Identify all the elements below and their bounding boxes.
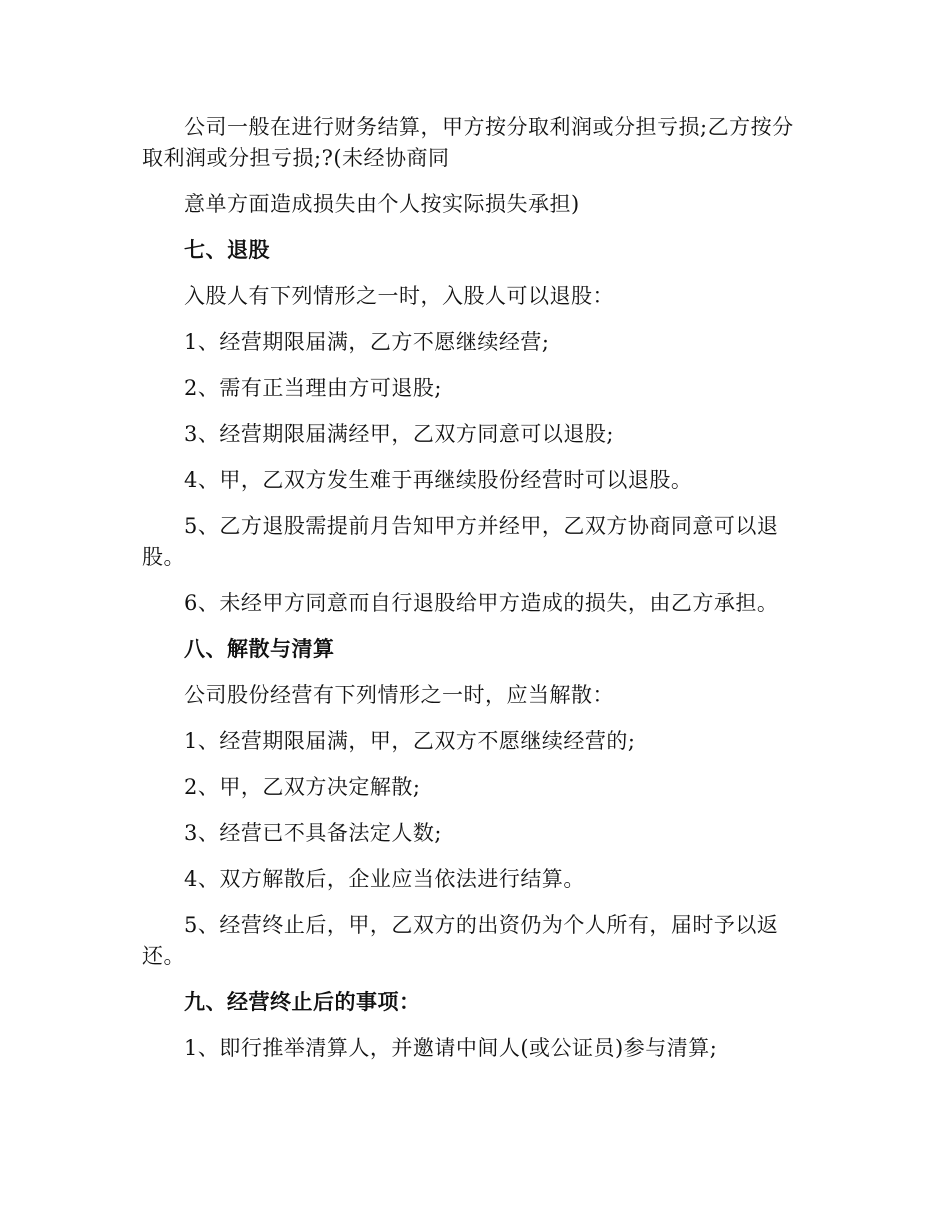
- list-item: 4、双方解散后，企业应当依法进行结算。: [184, 867, 585, 891]
- list-item: 4、甲，乙双方发生难于再继续股份经营时可以退股。: [184, 468, 693, 492]
- document-page: [142, 112, 802, 1079]
- list-item: 5、经营终止后，甲，乙双方的出资仍为个人所有，届时予以返还。: [142, 913, 779, 968]
- paragraph: 公司股份经营有下列情形之一时，应当解散：: [184, 683, 614, 707]
- list-item: 3、经营已不具备法定人数;: [184, 821, 442, 845]
- list-item: 1、即行推举清算人，并邀请中间人(或公证员)参与清算;: [184, 1036, 718, 1060]
- list-item: 2、甲，乙双方决定解散;: [184, 775, 421, 799]
- paragraph: 公司一般在进行财务结算，甲方按分取利润或分担亏损;乙方按分取利润或分担亏损;?(未经协商同: [142, 115, 794, 170]
- section-heading: 九、经营终止后的事项：: [184, 990, 421, 1014]
- list-item: 2、需有正当理由方可退股;: [184, 376, 442, 400]
- list-item: 3、经营期限届满经甲，乙双方同意可以退股;: [184, 422, 614, 446]
- paragraph: 入股人有下列情形之一时，入股人可以退股：: [184, 284, 614, 308]
- list-item: 1、经营期限届满，乙方不愿继续经营;: [184, 330, 550, 354]
- section-heading: 八、解散与清算: [184, 637, 335, 661]
- list-item: 5、乙方退股需提前月告知甲方并经甲，乙双方协商同意可以退股。: [142, 514, 779, 569]
- section-heading: 七、退股: [184, 238, 270, 262]
- list-item: 1、经营期限届满，甲，乙双方不愿继续经营的;: [184, 729, 636, 753]
- paragraph: 意单方面造成损失由个人按实际损失承担): [184, 192, 580, 216]
- list-item: 6、未经甲方同意而自行退股给甲方造成的损失，由乙方承担。: [184, 591, 779, 615]
